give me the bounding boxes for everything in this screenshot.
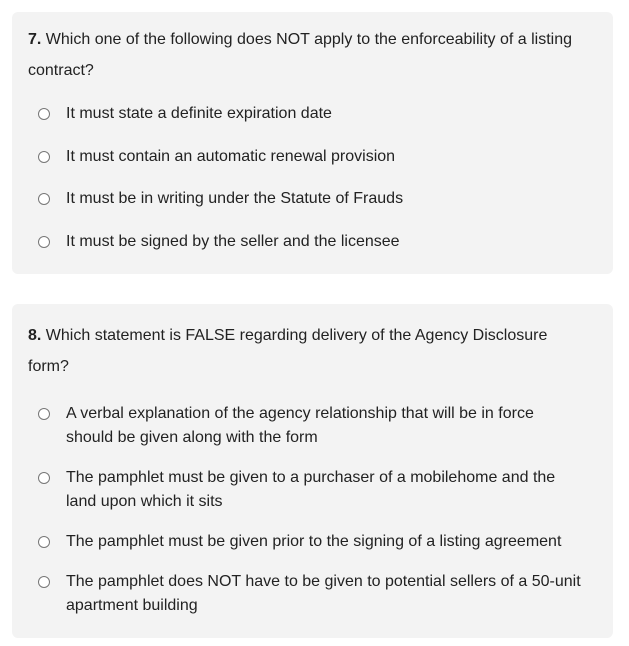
q8-option-c-label: The pamphlet must be given prior to the signing of a listing agreement (66, 533, 562, 550)
q7-option-d[interactable] (38, 230, 583, 254)
q8-option-a[interactable] (38, 402, 583, 450)
radio-button-icon[interactable] (38, 536, 50, 548)
radio-button-icon[interactable] (38, 472, 50, 484)
q8-option-b[interactable] (38, 466, 583, 514)
question-text-8 (28, 320, 588, 382)
question-number-7: 7. (28, 31, 42, 48)
q7-option-a-label: It must state a definite expiration date (66, 105, 332, 122)
q8-option-c[interactable] (38, 530, 583, 554)
radio-button-icon[interactable] (38, 236, 50, 248)
question-prompt-8: Which statement is FALSE regarding delivery of the Agency Disclosure form? (28, 327, 548, 375)
radio-button-icon[interactable] (38, 576, 50, 588)
question-number-8: 8. (28, 327, 42, 344)
q7-option-c-label: It must be in writing under the Statute of Frauds (66, 190, 404, 207)
q8-option-d-label: The pamphlet does NOT have to be given to potential sellers of a 50-unit apartment building (66, 573, 581, 614)
question-card-8 (12, 304, 613, 638)
q8-option-b-label: The pamphlet must be given to a purchaser of a mobilehome and the land upon which it sits (66, 469, 556, 510)
question-card-7 (12, 12, 613, 274)
q7-option-a[interactable] (38, 102, 583, 126)
radio-button-icon[interactable] (38, 151, 50, 163)
radio-button-icon[interactable] (38, 193, 50, 205)
q7-option-d-label: It must be signed by the seller and the licensee (66, 233, 400, 250)
q8-option-d[interactable] (38, 570, 583, 618)
q7-option-c[interactable] (38, 187, 583, 211)
radio-button-icon[interactable] (38, 408, 50, 420)
radio-button-icon[interactable] (38, 108, 50, 120)
q7-option-b[interactable] (38, 145, 583, 169)
question-text-7 (28, 24, 588, 86)
question-prompt-7: Which one of the following does NOT apply to the enforceability of a listing contract? (28, 31, 573, 79)
q8-option-a-label: A verbal explanation of the agency relationship that will be in force should be given along with the form (66, 405, 534, 446)
q7-option-b-label: It must contain an automatic renewal provision (66, 148, 396, 165)
